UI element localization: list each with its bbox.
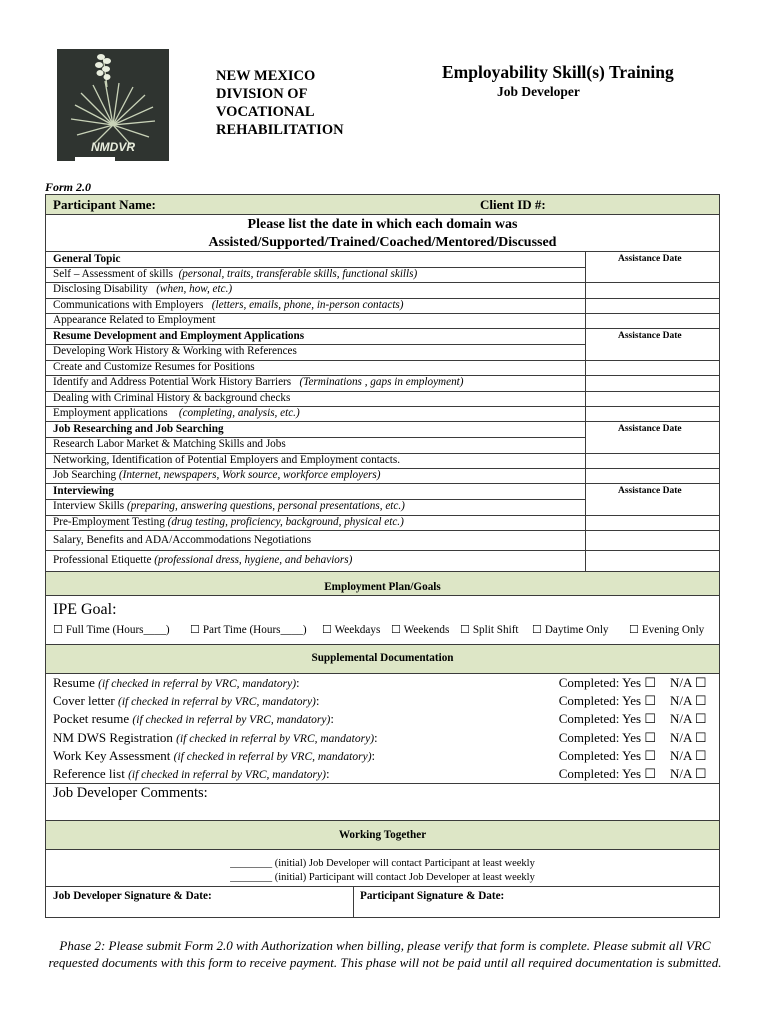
topic-item: Identify and Address Potential Work History Barriers (Terminations , gaps in employment) xyxy=(53,376,464,388)
completed-yes-checkbox[interactable]: Completed: Yes ☐ xyxy=(558,711,656,726)
topic-item: Disclosing Disability (when, how, etc.) xyxy=(53,283,233,295)
supplemental-item-dws-registration: NM DWS Registration (if checked in referral by VRC, mandatory): xyxy=(53,730,378,745)
contact-agreement-line-1: ________ (initial) Job Developer will contact Participant at least weekly xyxy=(230,858,535,869)
billing-instructions: Phase 2: Please submit Form 2.0 with Authorization when billing, please verify that form is complete. Please submit all VRC requested documents with this form to receive payment. This phase will not be paid until all required documentation is submitted. xyxy=(48,938,722,970)
supplemental-item-reference-list: Reference list (if checked in referral by VRC, mandatory): xyxy=(53,766,330,781)
completed-yes-checkbox[interactable]: Completed: Yes ☐ xyxy=(558,693,656,708)
client-id-label: Client ID #: xyxy=(480,197,546,212)
topic-item: Job Searching (Internet, newspapers, Work source, workforce employers) xyxy=(53,469,381,481)
assistance-date-header: Assistance Date xyxy=(618,254,682,264)
topic-item: Appearance Related to Employment xyxy=(53,314,216,326)
section-heading-general-topic: General Topic xyxy=(53,253,121,265)
org-line: VOCATIONAL xyxy=(216,104,315,120)
form-subtitle: Job Developer xyxy=(497,84,580,99)
nmdvr-logo xyxy=(55,47,171,163)
assistance-date-header: Assistance Date xyxy=(618,424,682,434)
completed-yes-checkbox[interactable]: Completed: Yes ☐ xyxy=(558,748,656,763)
job-developer-signature-label: Job Developer Signature & Date: xyxy=(53,890,212,902)
option-part-time-checkbox[interactable]: ☐ Part Time (Hours____) xyxy=(190,624,307,636)
form-number: Form 2.0 xyxy=(45,180,92,194)
supplemental-item-resume: Resume (if checked in referral by VRC, mandatory): xyxy=(53,675,300,690)
completed-yes-checkbox[interactable]: Completed: Yes ☐ xyxy=(558,766,656,781)
job-developer-comments-label: Job Developer Comments: xyxy=(53,785,208,801)
supplemental-heading: Supplemental Documentation xyxy=(311,652,454,664)
na-checkbox[interactable]: N/A ☐ xyxy=(670,730,707,745)
assistance-date-header: Assistance Date xyxy=(618,486,682,496)
completed-yes-checkbox[interactable]: Completed: Yes ☐ xyxy=(558,675,656,690)
instruction-line-1: Please list the date in which each domain was xyxy=(247,217,518,232)
employment-plan-heading: Employment Plan/Goals xyxy=(324,581,441,593)
section-heading-job-searching: Job Researching and Job Searching xyxy=(53,423,224,435)
org-line: REHABILITATION xyxy=(216,122,344,138)
na-checkbox[interactable]: N/A ☐ xyxy=(670,675,707,690)
topic-item: Communications with Employers (letters, emails, phone, in-person contacts) xyxy=(53,299,404,311)
supplemental-item-work-key: Work Key Assessment (if checked in referral by VRC, mandatory): xyxy=(53,748,376,763)
working-together-heading: Working Together xyxy=(338,829,427,841)
org-line: DIVISION OF xyxy=(216,86,308,102)
participant-name-label: Participant Name: xyxy=(53,197,156,212)
topic-item: Salary, Benefits and ADA/Accommodations Negotiations xyxy=(53,534,312,546)
org-line: NEW MEXICO xyxy=(216,68,316,84)
ipe-goal-label: IPE Goal: xyxy=(53,601,117,618)
supplemental-item-pocket-resume: Pocket resume (if checked in referral by VRC, mandatory): xyxy=(53,711,334,726)
option-full-time-checkbox[interactable]: ☐ Full Time (Hours____) xyxy=(53,624,170,636)
topic-item: Interview Skills (preparing, answering questions, personal presentations, etc.) xyxy=(53,500,405,512)
topic-item: Employment applications (completing, analysis, etc.) xyxy=(53,407,300,419)
participant-signature-label: Participant Signature & Date: xyxy=(360,890,505,902)
topic-item: Networking, Identification of Potential Employers and Employment contacts. xyxy=(53,454,401,466)
supplemental-item-cover-letter: Cover letter (if checked in referral by VRC, mandatory): xyxy=(53,693,320,708)
topic-item: Self – Assessment of skills (personal, traits, transferable skills, functional skills) xyxy=(53,268,418,280)
topic-item: Developing Work History & Working with References xyxy=(53,345,297,357)
topic-item: Pre-Employment Testing (drug testing, proficiency, background, physical etc.) xyxy=(53,516,404,528)
na-checkbox[interactable]: N/A ☐ xyxy=(670,748,707,763)
option-daytime-only-checkbox[interactable]: ☐ Daytime Only xyxy=(532,624,609,636)
section-heading-resume: Resume Development and Employment Applications xyxy=(53,330,305,342)
na-checkbox[interactable]: N/A ☐ xyxy=(670,693,707,708)
topic-item: Professional Etiquette (professional dress, hygiene, and behaviors) xyxy=(53,554,353,566)
na-checkbox[interactable]: N/A ☐ xyxy=(670,711,707,726)
option-split-shift-checkbox[interactable]: ☐ Split Shift xyxy=(460,624,519,636)
option-weekends-checkbox[interactable]: ☐ Weekends xyxy=(391,624,450,636)
logo-text: NMDVR xyxy=(91,140,135,154)
form-title: Employability Skill(s) Training xyxy=(442,62,674,82)
instruction-line-2: Assisted/Supported/Trained/Coached/Mentored/Discussed xyxy=(208,235,557,250)
completed-yes-checkbox[interactable]: Completed: Yes ☐ xyxy=(558,730,656,745)
topic-item: Dealing with Criminal History & background checks xyxy=(53,392,291,404)
section-heading-interviewing: Interviewing xyxy=(53,485,114,497)
option-evening-only-checkbox[interactable]: ☐ Evening Only xyxy=(629,624,705,636)
organization-name xyxy=(216,67,344,139)
na-checkbox[interactable]: N/A ☐ xyxy=(670,766,707,781)
assistance-date-header: Assistance Date xyxy=(618,331,682,341)
topic-item: Create and Customize Resumes for Positions xyxy=(53,361,255,373)
topic-item: Research Labor Market & Matching Skills and Jobs xyxy=(53,438,286,450)
option-weekdays-checkbox[interactable]: ☐ Weekdays xyxy=(322,624,381,636)
contact-agreement-line-2: ________ (initial) Participant will contact Job Developer at least weekly xyxy=(230,872,535,883)
